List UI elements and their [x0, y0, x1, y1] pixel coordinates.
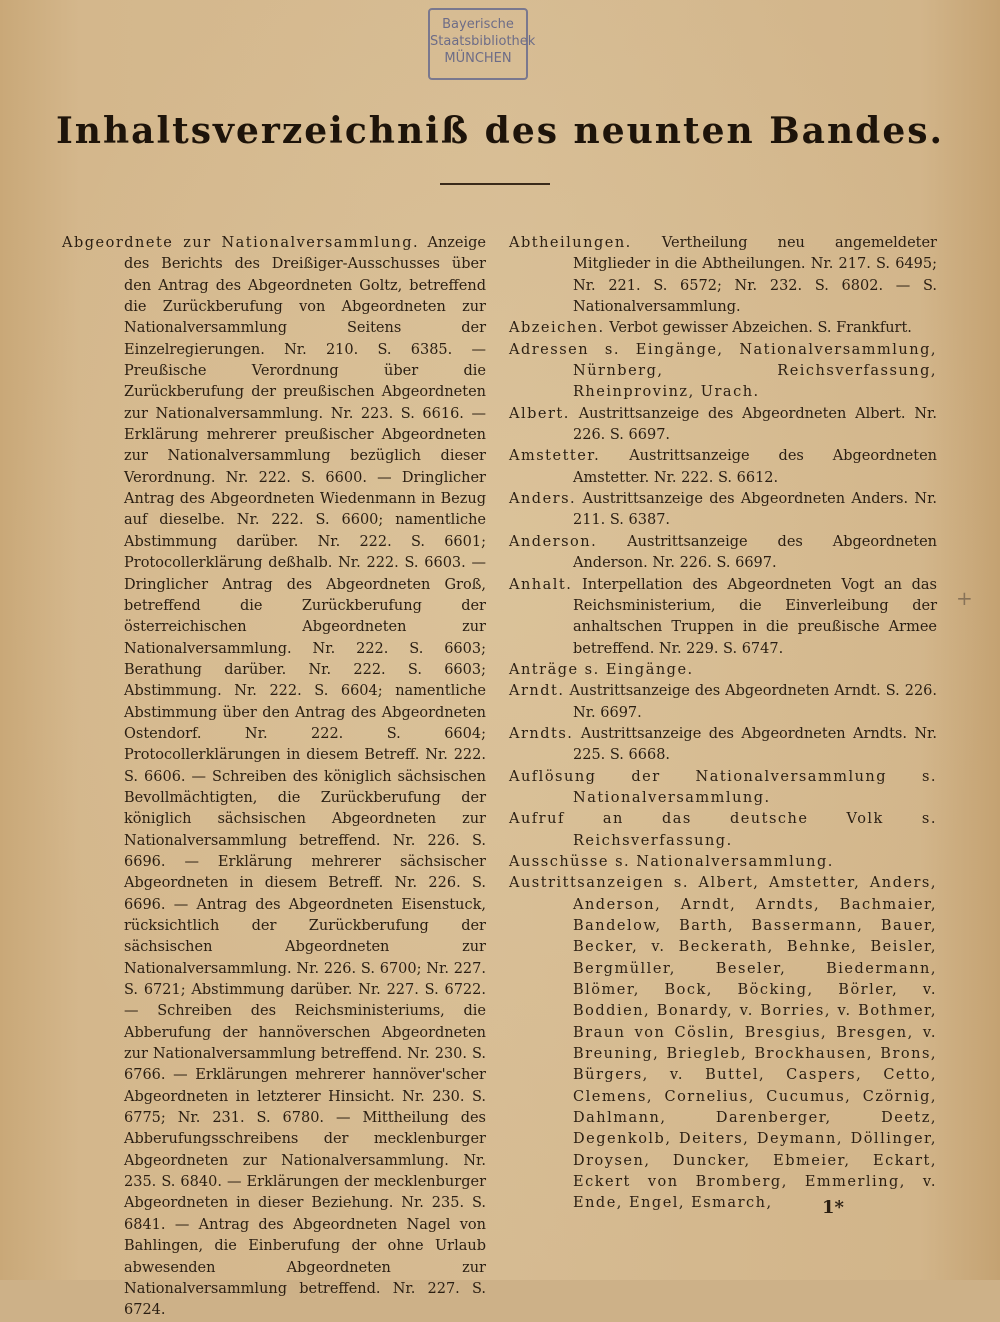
entry-head: Anträge s. Eingänge. [509, 661, 694, 678]
entry-head: Austrittsanzeigen s. Albert, Amstetter, Anders, Anderson, Arndt, Arndts, Bachmaier, Bandelow, Barth, Bassermann, Bauer, Becker, v. Beckerath, Behnke, Beisler, Bergmüller, Beseler, Biedermann, Blömer, Bock, Böcking, Börler, v. Boddien, Bonardy, v. Borries, v. Bothmer, Braun von Cöslin, Bresgius, Bresgen, v. Breuning, Briegleb, Brockhausen, Brons, Bürgers, v. Buttel, Caspers, Cetto, Clemens, Cornelius, Cucumus, Czörnig, Dahlmann, Darenberger, Deetz, Degenkolb, Deiters, Deymann, Döllinger, Droysen, Duncker, Ebmeier, Eckart, Eckert von Bromberg, Emmerling, v. Ende, Engel, Esmarch, [509, 875, 937, 1212]
library-stamp [428, 8, 536, 80]
stamp-line-3: MÜNCHEN [444, 51, 512, 66]
left-column [62, 233, 486, 1322]
index-entry [509, 489, 937, 532]
index-entry [509, 724, 937, 767]
entry-head: Arndt. [509, 683, 565, 700]
index-entry [509, 660, 937, 681]
index-entry [509, 852, 937, 873]
index-entry [509, 340, 937, 404]
index-entry [509, 767, 937, 810]
entry-text: Austrittsanzeige des Abgeordneten Arndts. Nr. 225. S. 6668. [573, 725, 938, 764]
entry-head: Anders. [509, 491, 577, 508]
entry-head: Anhalt. [509, 576, 573, 593]
margin-pencil-mark: + [956, 586, 973, 610]
title-rule [440, 183, 550, 185]
index-entry [509, 318, 937, 339]
index-entry [62, 233, 486, 1322]
entry-head: Adressen s. Eingänge, Nationalversammlung, Nürnberg, Reichsverfassung, Rheinprovinz, Urach. [509, 341, 937, 401]
index-entry [509, 532, 937, 575]
index-entry [509, 809, 937, 852]
entry-text: Austrittsanzeige des Abgeordneten Arndt. S. 226. Nr. 6697. [569, 683, 938, 721]
entry-head: Albert. [509, 405, 570, 422]
stamp-line-1: Bayerische [442, 17, 514, 32]
entry-text: Austrittsanzeige des Abgeordneten Anderson. Nr. 226. S. 6697. [573, 533, 938, 572]
entry-text: Austrittsanzeige des Abgeordneten Anders. Nr. 211. S. 6387. [573, 491, 938, 529]
index-entry [509, 446, 937, 489]
entry-head: Abtheilungen. [509, 235, 632, 251]
entry-text: Interpellation des Abgeordneten Vogt an das Reichsministerium, die Einverleibung der anhaltschen Truppen in die preußische Armee betreffend. Nr. 229. S. 6747. [573, 576, 937, 657]
entry-head: Auflösung der Nationalversammlung s. Nationalversammlung. [509, 768, 937, 806]
index-entry [509, 233, 937, 318]
entry-head: Aufruf an das deutsche Volk s. Reichsverfassung. [509, 811, 937, 849]
entry-text: Austrittsanzeige des Abgeordneten Amstetter. Nr. 222. S. 6612. [573, 448, 937, 486]
index-entry [509, 681, 937, 724]
entry-head: Amstetter. [509, 448, 601, 465]
index-entry [509, 404, 937, 447]
entry-head: Ausschüsse s. Nationalversammlung. [509, 853, 834, 870]
entry-head: Abzeichen. [509, 320, 605, 337]
index-entry [509, 873, 937, 1215]
right-column [509, 233, 937, 1215]
page-title: Inhaltsverzeichniß des neunten Bandes. [55, 110, 945, 152]
index-entry [509, 575, 937, 660]
entry-head: Anderson. [509, 533, 598, 550]
page-number: 1* [822, 1197, 844, 1218]
entry-text: Verbot gewisser Abzeichen. S. Frankfurt. [609, 320, 912, 337]
entry-text: Vertheilung neu angemeldeter Mitglieder in die Abtheilungen. Nr. 217. S. 6495; Nr. 221. S. 6572; Nr. 232. S. 6802. — S. Nationalversammlung. [573, 235, 937, 316]
entry-text: Anzeige des Berichts des Dreißiger-Ausschusses über den Antrag des Abgeordneten Goltz, betreffend die Zurückberufung von Abgeordneten zur Nationalversammlung Seitens der Einzelregierungen. Nr. 210. S. 6385. — Preußische Verordnung über die Zurückberufung der preußischen Abgeordneten zur Nationalversammlung. Nr. 223. S. 6616. — Erklärung mehrerer preußischer Abgeordneten zur Nationalversammlung bezüglich dieser Verordnung. Nr. 222. S. 6600. — Dringlicher Antrag des Abgeordneten Wiedenmann in Bezug auf dieselbe. Nr. 222. S. 6600; namentliche Abstimmung darüber. Nr. 222. S. 6601; Protocollerklärung deßhalb. Nr. 222. S. 6603. — Dringlicher Antrag des Abgeordneten Groß, betreffend die Zurückberufung der österreichischen Abgeordneten zur Nationalversammlung. Nr. 222. S. 6603; Berathung darüber. Nr. 222. S. 6603; Abstimmung. Nr. 222. S. 6604; namentliche Abstimmung über den Antrag des Abgeordneten Ostendorf. Nr. 222. S. 6604; Protocollerklärungen in diesem Betreff. Nr. 222. S. 6606. — Schreiben des königlich sächsischen Bevollmächtigten, die Zurückberufung der königlich sächsischen Abgeordneten zur Nationalversammlung betreffend. Nr. 226. S. 6696. — Erklärung mehrerer sächsischer Abgeordneten in diesem Betreff. Nr. 226. S. 6696. — Antrag des Abgeordneten Eisenstuck, rücksichtlich der Zurückberufung der sächsischen Abgeordneten zur Nationalversammlung. Nr. 226. S. 6700; Nr. 227. S. 6721; Abstimmung darüber. Nr. 227. S. 6722. — Schreiben des Reichsministeriums, die Abberufung der hannöverschen Abgeordneten zur Nationalversammlung betreffend. Nr. 230. S. 6766. — Erklärungen mehrerer hannöver'scher Abgeordneten in letzterer Hinsicht. Nr. 230. S. 6775; Nr. 231. S. 6780. — Mittheilung des Abberufungsschreibens der mecklenburger Abgeordneten zur Nationalversammlung. Nr. 235. S. 6840. — Erklärungen der mecklenburger Abgeordneten in dieser Beziehung. Nr. 235. S. 6841. — Antrag des Abgeordneten Nagel von Bahlingen, die Einberufung der ohne Urlaub abwesenden Abgeordneten zur Nationalversammlung betreffend. Nr. 227. S. 6724. [124, 235, 486, 1319]
entry-text: Austrittsanzeige des Abgeordneten Albert. Nr. 226. S. 6697. [573, 405, 937, 444]
entry-head: Arndts. [509, 725, 574, 742]
stamp-line-2: Staatsbibliothek [430, 34, 536, 49]
entry-head: Abgeordnete zur Nationalversammlung. [62, 235, 420, 251]
